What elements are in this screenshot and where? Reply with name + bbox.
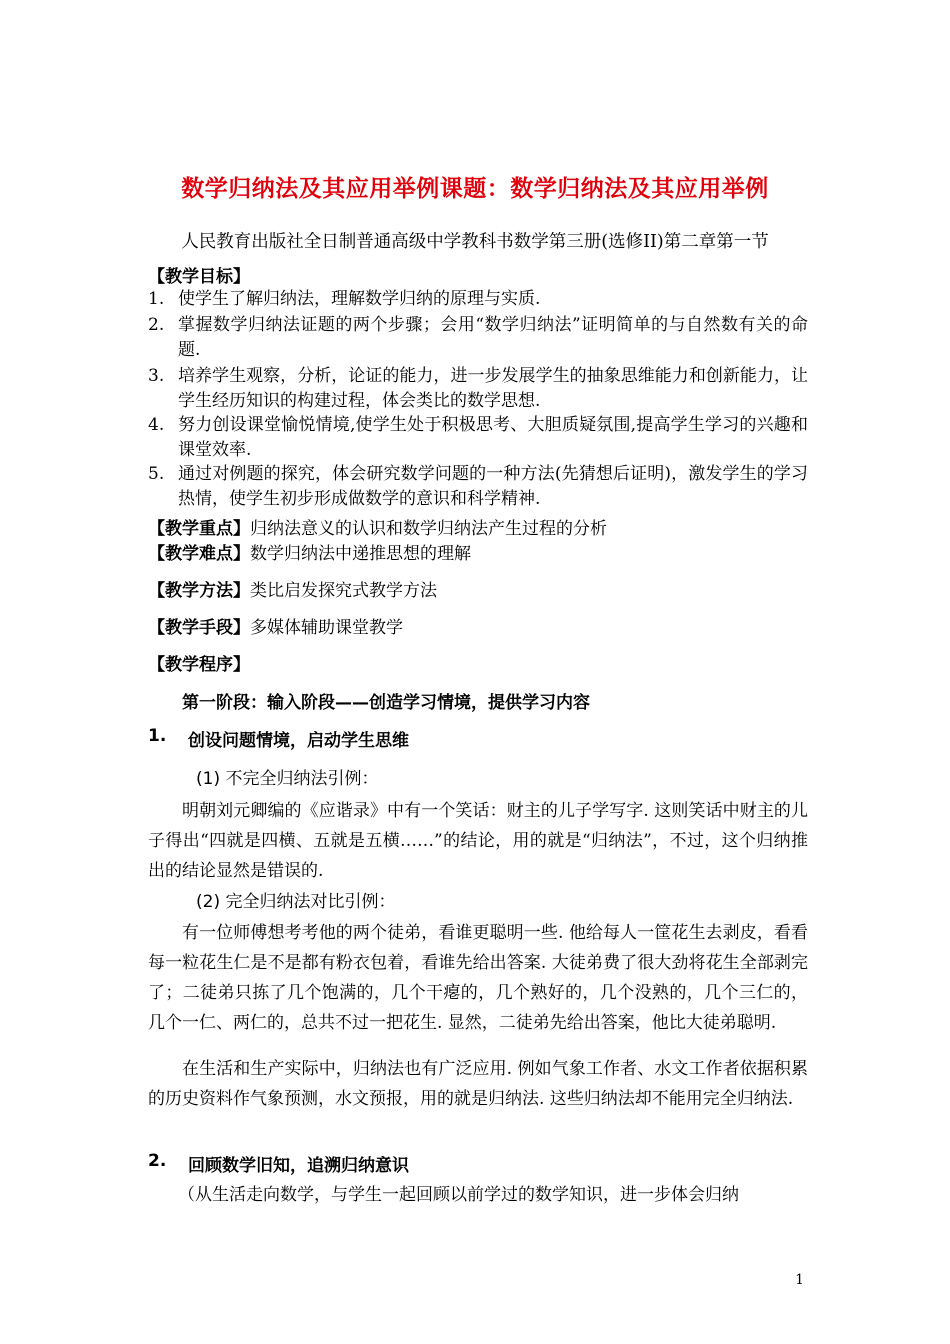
objective-4-num: 4. [148, 415, 165, 435]
section-1-heading: 创设问题情境，启动学生思维 [188, 731, 409, 751]
key-point-label: 【教学重点】 [148, 519, 250, 539]
objective-5-text: 通过对例题的探究，体会研究数学问题的一种方法(先猜想后证明)，激发学生的学习热情，使学生初步形成做数学的意识和科学精神. [178, 464, 808, 509]
difficulty [148, 539, 471, 564]
document-subtitle: 人民教育出版社全日制普通高级中学教科书数学第三册(选修II)第二章第一节 [181, 232, 769, 252]
objective-1-text: 使学生了解归纳法，理解数学归纳的原理与实质. [178, 289, 541, 309]
difficulty-label: 【教学难点】 [148, 544, 250, 564]
objective-4-text: 努力创设课堂愉悦情境,使学生处于积极思考、大胆质疑氛围,提高学生学习的兴趣和课堂效率. [178, 415, 808, 460]
method [148, 576, 437, 601]
paragraph-4: （从生活走向数学，与学生一起回顾以前学过的数学知识，进一步体会归纳 [178, 1185, 739, 1205]
objective-3-text: 培养学生观察，分析，论证的能力，进一步发展学生的抽象思维能力和创新能力，让学生经历知识的构建过程，体会类比的数学思想. [178, 366, 808, 411]
paragraph-1: 明朝刘元卿编的《应谐录》中有一个笑话：财主的儿子学写字. 这则笑话中财主的儿子得出“四就是四横、五就是五横……”的结论，用的就是“归纳法”，不过，这个归纳推出的结论显然是错误的. [148, 801, 808, 881]
sub-2-heading: (2) 完全归纳法对比引例： [196, 892, 396, 912]
objective-5-num: 5. [148, 464, 165, 484]
method-text: 类比启发探究式教学方法 [250, 581, 437, 601]
section-2-heading: 回顾数学旧知，追溯归纳意识 [188, 1156, 409, 1176]
document-title: 数学归纳法及其应用举例课题：数学归纳法及其应用举例 [181, 176, 769, 202]
paragraph-2: 有一位师傅想考考他的两个徒弟，看谁更聪明一些. 他给每人一筐花生去剥皮，看看每一粒花生仁是不是都有粉衣包着，看谁先给出答案. 大徒弟费了很大劲将花生全部剥完了；二徒弟只拣了几个饱满的，几个干瘪的，几个熟好的，几个没熟的，几个三仁的，几个一仁、两仁的，总共不过一把花生. 显然，二徒弟先给出答案，他比大徒弟聪明. [148, 923, 808, 1033]
key-point [148, 514, 607, 539]
difficulty-text: 数学归纳法中递推思想的理解 [250, 544, 471, 564]
paragraph-3: 在生活和生产实际中，归纳法也有广泛应用. 例如气象工作者、水文工作者依据积累的历史资料作气象预测，水文预报，用的就是归纳法. 这些归纳法却不能用完全归纳法. [148, 1059, 808, 1109]
section-1-num: 1. [148, 726, 167, 746]
means-label: 【教学手段】 [148, 618, 250, 638]
objective-1-num: 1. [148, 289, 165, 309]
key-point-text: 归纳法意义的认识和数学归纳法产生过程的分析 [250, 519, 607, 539]
page-number: 1 [795, 1272, 804, 1288]
sub-1-heading: (1) 不完全归纳法引例： [196, 769, 379, 789]
section-2-num: 2. [148, 1151, 167, 1171]
stage-1-heading: 第一阶段：输入阶段——创造学习情境，提供学习内容 [182, 693, 590, 713]
procedure-heading: 【教学程序】 [148, 655, 250, 675]
method-label: 【教学方法】 [148, 581, 250, 601]
objective-2-num: 2. [148, 315, 165, 335]
means [148, 613, 403, 638]
objective-2-text: 掌握数学归纳法证题的两个步骤；会用“数学归纳法”证明简单的与自然数有关的命题. [178, 315, 808, 360]
means-text: 多媒体辅助课堂教学 [250, 618, 403, 638]
objectives-heading: 【教学目标】 [148, 267, 250, 287]
objective-3-num: 3. [148, 366, 165, 386]
